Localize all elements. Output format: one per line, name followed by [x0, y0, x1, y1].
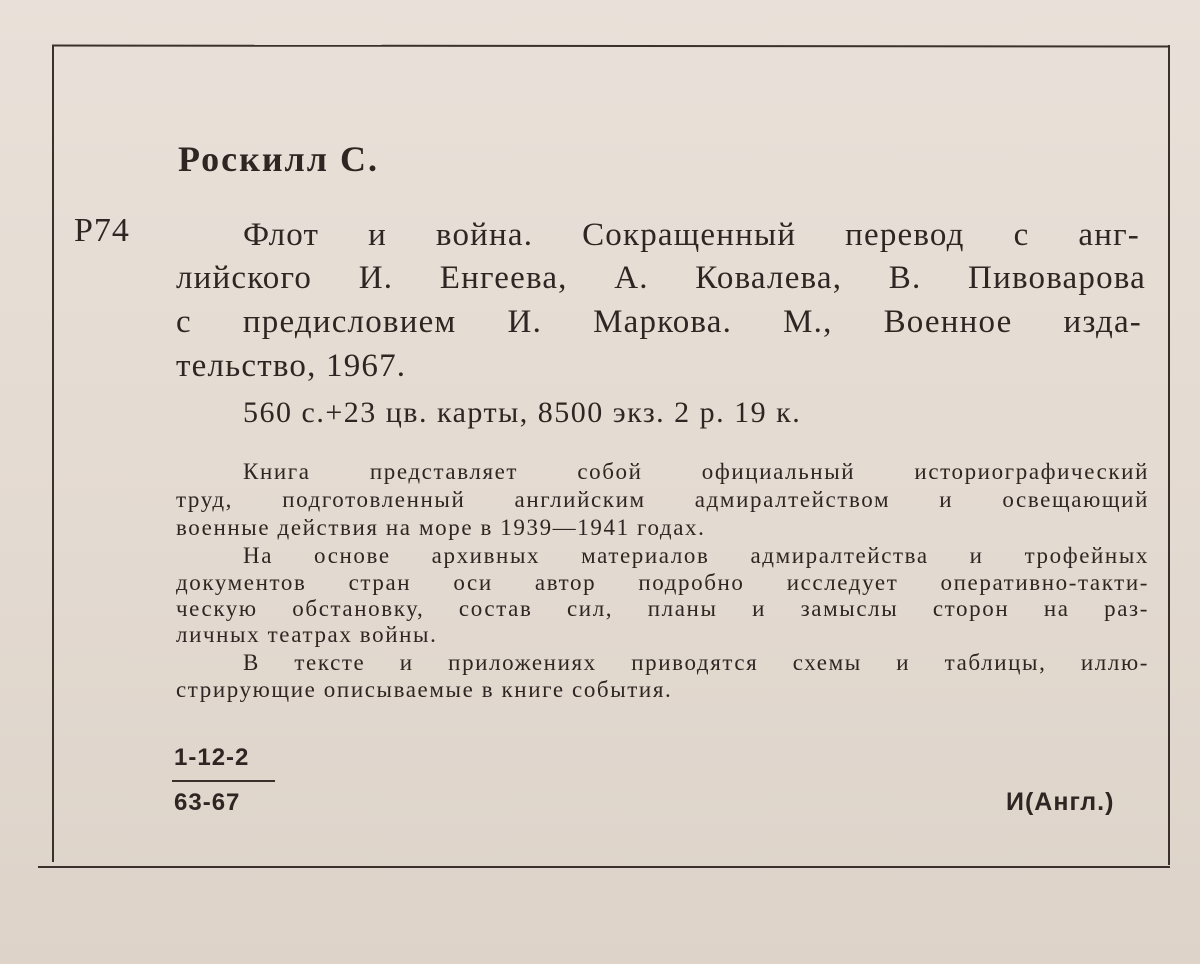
annotation-line-6: ческую обстановку, состав сил, планы и замыслы сторон на раз- — [176, 596, 1149, 621]
card-frame-bottom-border — [38, 866, 1170, 868]
title-line-1: Флот и война. Сокращенный перевод с анг- — [243, 217, 1140, 253]
index-code-numerator: 1-12-2 — [174, 744, 250, 771]
annotation-line-1: Книга представляет собой официальный историографический — [243, 459, 1149, 484]
annotation-line-9: стрирующие описываемые в книге события. — [176, 677, 673, 702]
annotation-line-2: труд, подготовленный английским адмиралтейством и освещающий — [176, 487, 1149, 512]
title-line-3: с предисловием И. Маркова. М., Военное изда- — [176, 304, 1142, 340]
call-number: Р74 — [74, 212, 130, 249]
author-name: Роскилл С. — [178, 139, 379, 179]
card-frame-top-border — [52, 45, 1170, 48]
annotation-line-7: личных театрах войны. — [176, 622, 438, 647]
index-code-denominator: 63-67 — [174, 789, 241, 816]
annotation-line-4: На основе архивных материалов адмиралтейства и трофейных — [243, 543, 1149, 568]
collation-line: 560 с.+23 цв. карты, 8500 экз. 2 р. 19 к. — [243, 396, 802, 429]
index-code-divider — [172, 780, 275, 782]
annotation-line-5: документов стран оси автор подробно исследует оперативно-такти- — [176, 570, 1149, 595]
language-code: И(Англ.) — [1006, 788, 1115, 816]
title-line-2: лийского И. Енгеева, А. Ковалева, В. Пивоварова — [176, 260, 1146, 296]
card-frame-left-border — [52, 45, 54, 862]
title-line-4: тельство, 1967. — [176, 348, 407, 384]
card-frame-right-border — [1168, 45, 1170, 865]
annotation-line-8: В тексте и приложениях приводятся схемы и таблицы, иллю- — [243, 650, 1149, 675]
annotation-line-3: военные действия на море в 1939—1941 годах. — [176, 515, 706, 540]
